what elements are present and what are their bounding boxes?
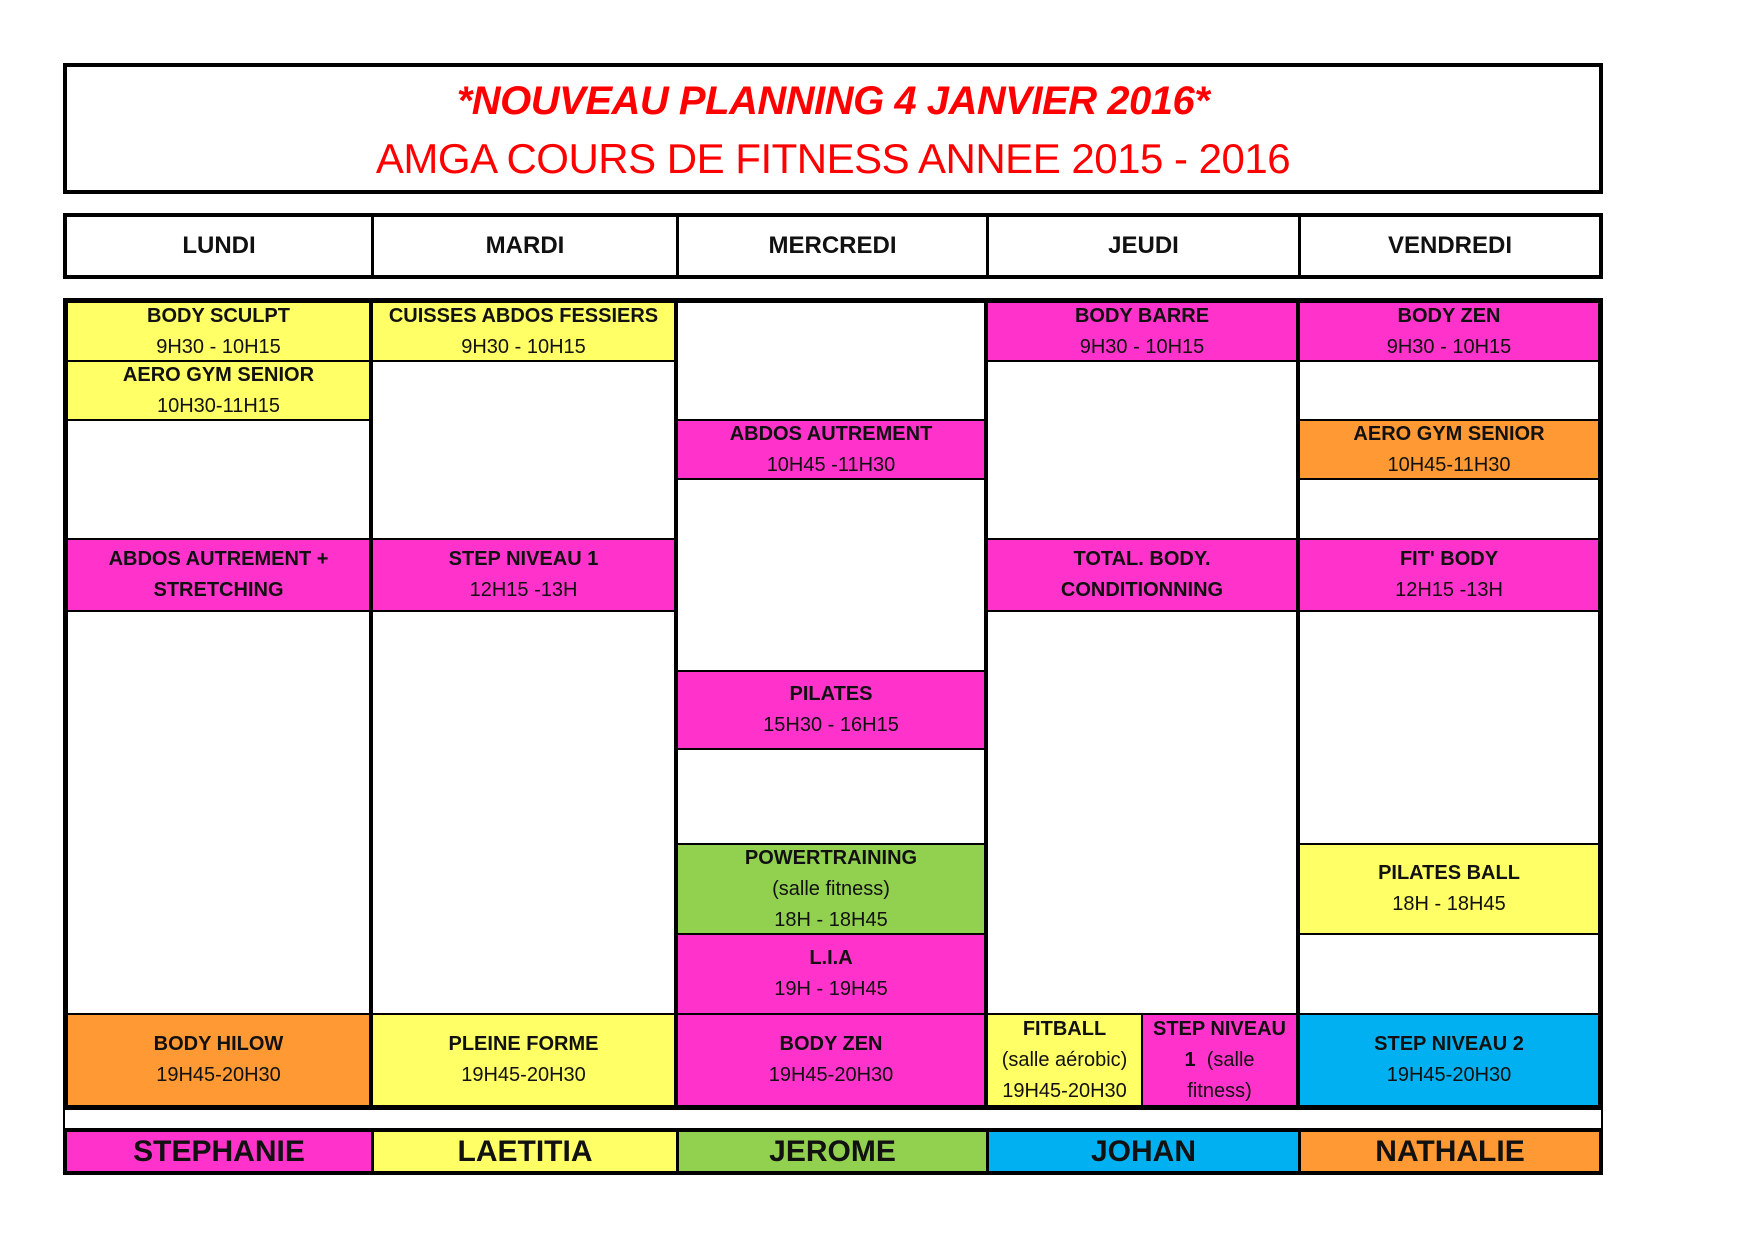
- day-header-row: [63, 213, 1603, 279]
- title-box: [63, 63, 1603, 194]
- class-name: ABDOS AUTREMENT +: [108, 548, 329, 570]
- class-level: 1: [1184, 1048, 1196, 1071]
- day-header-vendredi: VENDREDI: [1387, 232, 1513, 259]
- class-room: [1184, 1045, 1254, 1076]
- class-room-part2: fitness): [1187, 1079, 1252, 1102]
- empty-slot: [67, 420, 370, 539]
- class-time: 19H45-20H30: [768, 1064, 894, 1086]
- class-time: 10H45 -11H30: [766, 453, 896, 476]
- class-time: 12H15 -13H: [469, 579, 578, 601]
- class-time: 15H30 - 16H15: [763, 714, 899, 736]
- class-name: STEP NIVEAU 2: [1374, 1033, 1524, 1055]
- empty-slot: [1299, 611, 1599, 844]
- class-vendredi-fit-body: [1299, 539, 1599, 611]
- class-name: AERO GYM SENIOR: [1353, 422, 1545, 445]
- day-header-jeudi: JEUDI: [989, 217, 1301, 275]
- class-name: L.I.A: [809, 947, 853, 969]
- class-lundi-body-sculpt: [67, 302, 370, 361]
- class-room-part1: (salle: [1206, 1048, 1255, 1071]
- class-time: 9H30 - 10H15: [461, 335, 586, 358]
- empty-slot: [372, 611, 675, 1014]
- empty-slot: [1299, 934, 1599, 1014]
- day-header-mardi: MARDI: [374, 217, 679, 275]
- class-mardi-step-niveau-1: [372, 539, 675, 611]
- class-name: FIT' BODY: [1399, 548, 1499, 570]
- class-mardi-cuisses-abdos-fessiers: [372, 302, 675, 361]
- class-name: STEP NIVEAU: [1153, 1017, 1286, 1040]
- empty-slot: [987, 361, 1297, 539]
- class-name: BODY HILOW: [153, 1033, 284, 1055]
- class-time: 10H30-11H15: [156, 394, 281, 417]
- class-name: BODY BARRE: [1074, 304, 1210, 327]
- class-name: BODY SCULPT: [147, 304, 290, 327]
- spacer-row: [63, 1108, 1603, 1130]
- class-name: STEP NIVEAU 1: [448, 548, 599, 570]
- class-name-line2: CONDITIONNING: [1060, 579, 1224, 601]
- class-time: 18H - 18H45: [774, 908, 888, 931]
- day-header-mercredi: MERCREDI: [679, 217, 989, 275]
- instructor-johan: JOHAN: [989, 1132, 1301, 1171]
- class-time: 9H30 - 10H15: [1079, 335, 1205, 358]
- class-name: POWERTRAINING: [744, 846, 918, 869]
- class-name: PLEINE FORME: [448, 1033, 599, 1055]
- class-name: ABDOS AUTREMENT: [729, 422, 933, 445]
- class-lundi-abdos-stretching: [67, 539, 370, 611]
- class-time: 10H45-11H30: [1387, 453, 1511, 476]
- page-title: *NOUVEAU PLANNING 4 JANVIER 2016*: [456, 79, 1210, 123]
- class-time: 19H45-20H30: [156, 1064, 281, 1086]
- class-room: (salle aérobic): [1001, 1048, 1128, 1071]
- class-mercredi-lia: [677, 934, 985, 1014]
- empty-slot: [677, 479, 985, 671]
- class-name: PILATES: [789, 683, 873, 705]
- class-time: 19H - 19H45: [774, 978, 888, 1000]
- class-vendredi-body-zen: [1299, 302, 1599, 361]
- page-subtitle: AMGA COURS DE FITNESS ANNEE 2015 - 2016: [375, 135, 1291, 182]
- class-name: FITBALL: [1022, 1017, 1107, 1040]
- class-mardi-pleine-forme: [372, 1014, 675, 1106]
- class-name-line2: STRETCHING: [153, 579, 284, 601]
- class-name: CUISSES ABDOS FESSIERS: [388, 304, 659, 327]
- empty-slot: [1299, 479, 1599, 539]
- instructor-jerome: JEROME: [679, 1132, 989, 1171]
- class-name: TOTAL. BODY.: [1073, 548, 1211, 570]
- class-name: PILATES BALL: [1378, 862, 1520, 884]
- instructor-legend: [63, 1128, 1603, 1175]
- class-jeudi-fitball: [987, 1014, 1142, 1106]
- class-room: (salle fitness): [772, 877, 890, 900]
- class-time: 19H45-20H30: [461, 1064, 586, 1086]
- class-mercredi-abdos-autrement: [677, 420, 985, 479]
- empty-slot: [677, 302, 985, 420]
- class-name: BODY ZEN: [779, 1033, 883, 1055]
- class-name: AERO GYM SENIOR: [122, 363, 315, 386]
- class-time: 12H15 -13H: [1395, 579, 1503, 601]
- empty-slot: [1299, 361, 1599, 420]
- class-lundi-aero-gym-senior: [67, 361, 370, 420]
- class-jeudi-total-body-conditionning: [987, 539, 1297, 611]
- instructor-laetitia: LAETITIA: [374, 1132, 679, 1171]
- class-jeudi-body-barre: [987, 302, 1297, 361]
- class-lundi-body-hilow: [67, 1014, 370, 1106]
- class-vendredi-pilates-ball: [1299, 844, 1599, 934]
- day-header-lundi: LUNDI: [67, 217, 374, 275]
- instructor-stephanie: STEPHANIE: [67, 1132, 374, 1171]
- class-mercredi-pilates: [677, 671, 985, 749]
- class-jeudi-step-niveau-1: [1142, 1014, 1297, 1106]
- instructor-nathalie: NATHALIE: [1301, 1132, 1599, 1171]
- class-mercredi-powertraining: [677, 844, 985, 934]
- class-time: 18H - 18H45: [1392, 893, 1506, 915]
- class-time: 19H45-20H30: [1002, 1079, 1127, 1102]
- class-name: BODY ZEN: [1397, 304, 1501, 327]
- class-time: 19H45-20H30: [1386, 1064, 1512, 1086]
- empty-slot: [987, 611, 1297, 1014]
- class-mercredi-body-zen: [677, 1014, 985, 1106]
- class-vendredi-step-niveau-2: [1299, 1014, 1599, 1106]
- empty-slot: [677, 749, 985, 844]
- class-time: 9H30 - 10H15: [1386, 335, 1512, 358]
- class-time: 9H30 - 10H15: [156, 335, 281, 358]
- empty-slot: [67, 611, 370, 1014]
- empty-slot: [372, 361, 675, 539]
- class-vendredi-aero-gym-senior: [1299, 420, 1599, 479]
